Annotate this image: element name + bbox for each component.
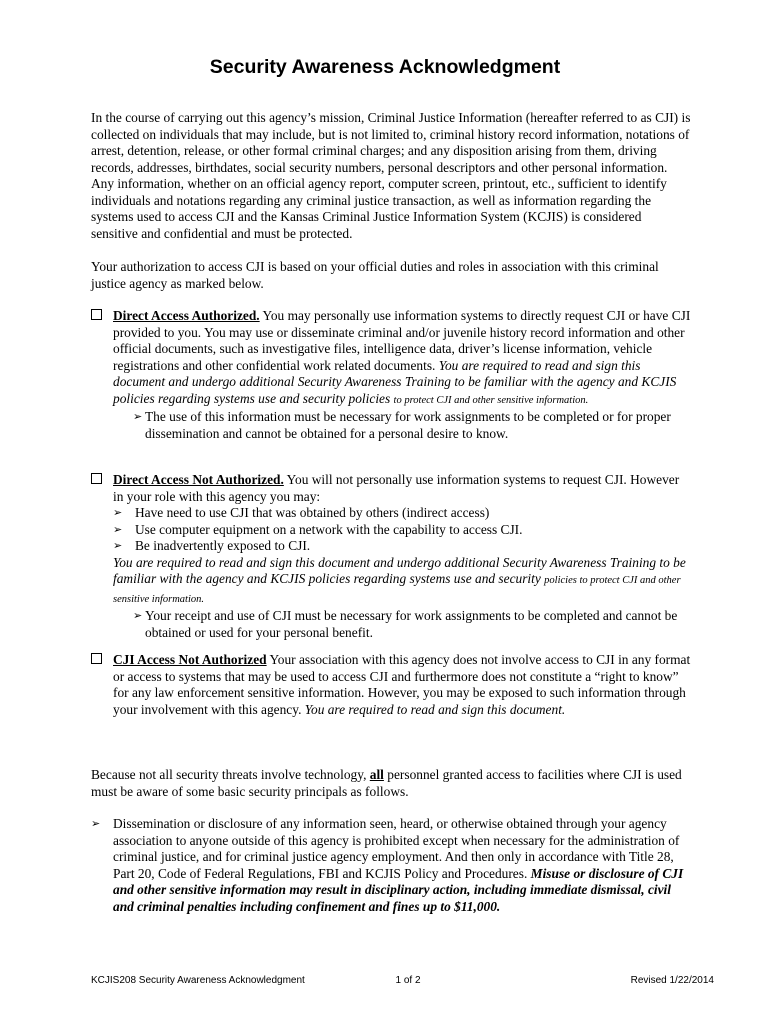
- section-italic-text: You are required to read and sign this document and undergo additional Security Awareness Training to be familiar with the agency and KCJIS policies regarding systems use and security policies: [113, 357, 677, 406]
- section-heading: CJI Access Not Authorized: [113, 652, 267, 667]
- list-item: [113, 522, 691, 539]
- section-body: [113, 472, 691, 641]
- threats-text-post: personnel granted access to facilities where CJI is used must be aware of some basic security principals as follows.: [91, 767, 682, 799]
- threats-emphasis: all: [369, 767, 384, 782]
- footer-form-name: KCJIS208 Security Awareness Acknowledgment: [91, 975, 305, 986]
- direct-access-authorized-checkbox[interactable]: [91, 309, 102, 320]
- dissemination-warning: Misuse or disclosure of CJI and other sensitive information may result in disciplinary action, including immediate dismissal, civil and criminal penalties including confinement and fines up to $11,000.: [113, 865, 684, 914]
- threats-text-pre: Because not all security threats involve technology,: [91, 767, 370, 782]
- section-text: Your association with this agency does not involve access to CJI in any format or access to systems that may be used to access CJI and furthermore does not constitute a “right to know” for any law enforcement sensitive information. However, you may be exposed to such information through your involvement with this agency.: [113, 652, 691, 717]
- threats-paragraph: [91, 767, 691, 800]
- sub-point-text: Your receipt and use of CJI must be necessary for work assignments to be completed and cannot be obtained or used for your personal benefit.: [145, 608, 678, 640]
- footer-page-number: 1 of 2: [395, 975, 421, 986]
- section-cji-access-not-authorized: [91, 652, 691, 718]
- list-item: [113, 538, 691, 555]
- arrow-bullet-icon: ➢: [113, 523, 123, 536]
- arrow-bullet-icon: ➢: [133, 610, 143, 622]
- arrow-bullet-icon: ➢: [91, 818, 101, 830]
- section-direct-access-not-authorized: [91, 472, 691, 641]
- dissemination-content: [113, 816, 691, 915]
- list-item: [91, 816, 691, 915]
- authorization-paragraph: Your authorization to access CJI is based on your official duties and roles in association with this criminal justice agency as marked below.: [91, 259, 659, 291]
- document-title: Security Awareness Acknowledgment: [209, 56, 561, 78]
- list-item-text: Be inadvertently exposed to CJI.: [135, 538, 311, 553]
- arrow-bullet-icon: ➢: [113, 540, 123, 552]
- section-italic-block: [113, 555, 691, 609]
- direct-access-not-authorized-checkbox[interactable]: [91, 473, 102, 484]
- intro-paragraph: In the course of carrying out this agency’s mission, Criminal Justice Information (hereafter referred to as CJI) is collected on individuals that may include, but is not limited to, criminal history record information, notations of arrest, detention, release, or other formal criminal charges; and any disposition arising from them, driving records, addresses, birthdates, social security numbers, personal descriptors and other personal information. Any information, whether on an official agency report, computer screen, printout, etc., sufficient to identify individuals and notations regarding any criminal justice transaction, as well as information regarding the systems used to access CJI and the Kansas Criminal Justice Information System (KCJIS) is considered sensitive and confidential and must be protected.: [91, 110, 691, 241]
- list-item-text: Use computer equipment on a network with the capability to access CJI.: [135, 521, 523, 537]
- section-italic-small-text: policies to protect CJI and other sensitive information.: [113, 575, 681, 605]
- sub-point-text: The use of this information must be necessary for work assignments to be completed or for proper dissemination and cannot be obtained for a personal desire to know.: [145, 409, 671, 441]
- section-heading: Direct Access Authorized.: [113, 308, 260, 323]
- section-italic-text: You are required to read and sign this document and undergo additional Security Awareness Training to be familiar with the agency and KCJIS policies regarding systems use and security: [113, 554, 686, 586]
- section-text: You will not personally use information systems to request CJI. However in your role with this agency you may:: [113, 472, 680, 504]
- sub-point: [133, 608, 691, 641]
- dissemination-text: Dissemination or disclosure of any information seen, heard, or otherwise obtained through your agency association to anyone outside of this agency is prohibited except when necessary for the administration of criminal justice, and for criminal justice agency employment. And then only in accordance with Title 28, Part 20, Code of Federal Regulations, FBI and KCJIS Policy and Procedures.: [113, 816, 680, 881]
- section-direct-access-authorized: [91, 308, 691, 442]
- arrow-bullet-icon: ➢: [133, 411, 143, 423]
- section-body: [113, 308, 691, 442]
- list-item-text: Have need to use CJI that was obtained by others (indirect access): [135, 505, 490, 520]
- cji-access-not-authorized-checkbox[interactable]: [91, 653, 102, 664]
- list-item: [113, 505, 691, 522]
- footer-revised-date: Revised 1/22/2014: [630, 975, 714, 986]
- sub-point: [133, 409, 691, 442]
- section-body: [113, 652, 691, 718]
- section-text: You may personally use information systems to directly request CJI or have CJI provided to you. You may use or disseminate criminal and/or juvenile history record information and other official documents, such as investigative files, intelligence data, driver’s license information, vehicle registrations and other confidential work related documents.: [113, 308, 691, 373]
- dissemination-item: [91, 816, 691, 915]
- section-italic-text: You are required to read and sign this document.: [304, 701, 566, 717]
- section-heading: Direct Access Not Authorized.: [113, 472, 284, 487]
- arrow-bullet-icon: ➢: [113, 507, 123, 519]
- section-italic-small-text: to protect CJI and other sensitive information.: [393, 394, 589, 406]
